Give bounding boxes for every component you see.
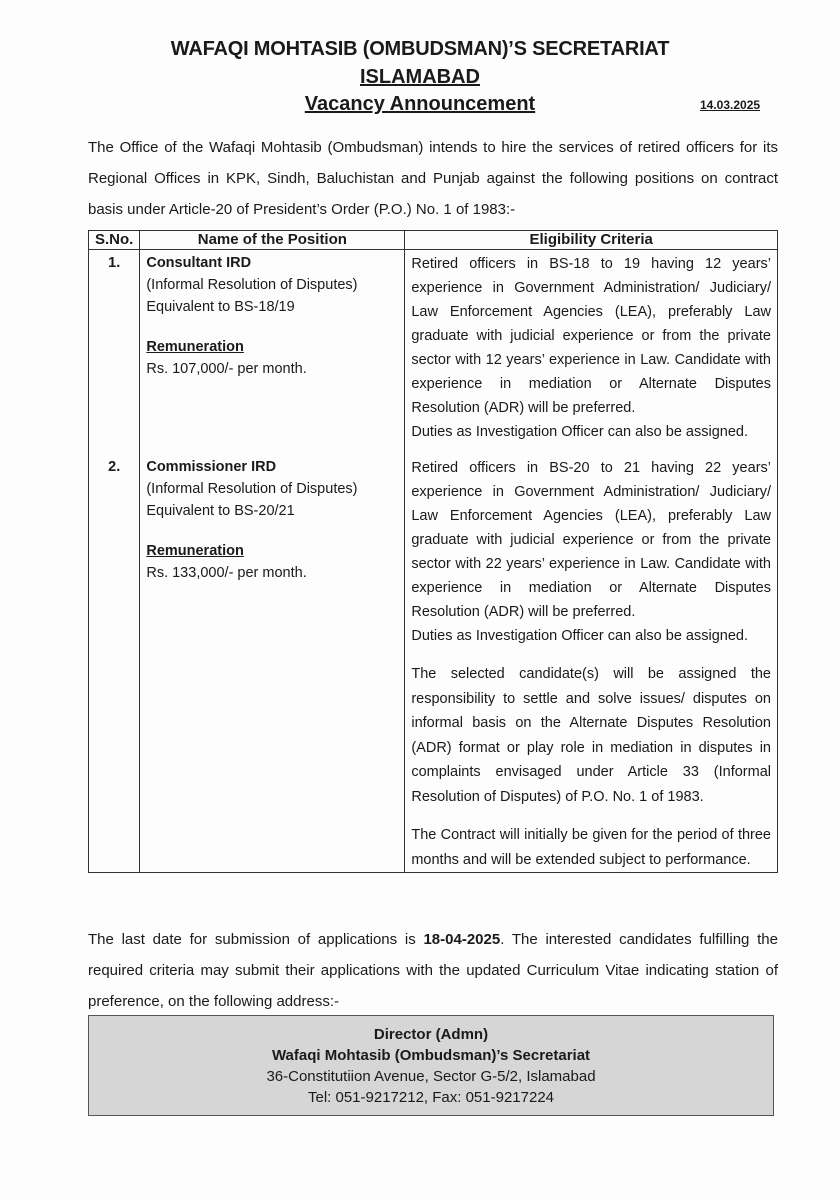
address-box — [88, 1015, 774, 1116]
eligibility-cell — [405, 448, 778, 873]
closing-paragraph — [88, 924, 778, 1017]
header-eligibility: Eligibility Criteria — [405, 231, 778, 250]
position-cell — [140, 250, 405, 445]
announcement-title: Vacancy Announcement — [304, 93, 536, 115]
intro-paragraph: The Office of the Wafaqi Mohtasib (Ombudsman) intends to hire the services of retired officers for its Regional Offices in KPK, Sindh, Baluchistan and Punjab against the following positions on contract basis under Article-20 of President’s Order (P.O.) No. 1 of 1983:- — [88, 139, 778, 218]
table-header-row — [89, 231, 778, 250]
sno-value: 2. — [108, 459, 121, 475]
duties-text: Duties as Investigation Officer can also be assigned. — [411, 628, 748, 644]
sno-value: 1. — [108, 255, 121, 271]
duties-text: Duties as Investigation Officer can also be assigned. — [411, 424, 748, 440]
position-subtitle: (Informal Resolution of Disputes) — [146, 277, 358, 293]
position-equivalent: Equivalent to BS-20/21 — [146, 503, 295, 519]
positions-table — [88, 230, 778, 873]
remuneration-value: Rs. 133,000/- per month. — [146, 565, 307, 581]
position-subtitle: (Informal Resolution of Disputes) — [146, 481, 358, 497]
table-row — [89, 448, 778, 873]
address-contact: Tel: 051-9217212, Fax: 051-9217224 — [307, 1089, 555, 1106]
position-title: Consultant IRD — [146, 255, 252, 271]
last-date: 18-04-2025 — [423, 931, 501, 948]
eligibility-cell — [405, 250, 778, 445]
closing-suffix: . The interested candidates fulfilling the required criteria may submit their applications with the updated Curriculum Vitae indicating station of preference, on the following address:- — [88, 931, 778, 1010]
remuneration-label: Remuneration — [146, 339, 244, 355]
contract-text: The Contract will initially be given for the period of three months and will be extended subject to performance. — [411, 827, 771, 868]
position-cell — [140, 448, 405, 873]
address-office: Wafaqi Mohtasib (Ombudsman)’s Secretariat — [271, 1047, 591, 1064]
city-title: ISLAMABAD — [360, 66, 480, 88]
remuneration-label: Remuneration — [146, 543, 244, 559]
responsibility-text: The selected candidate(s) will be assigned the responsibility to settle and solve issues/ disputes on informal basis on the Alternate Disputes Resolution (ADR) format or play role in mediation in disputes in complaints envisaged under Article 33 (Informal Resolution of Disputes) of P.O. No. 1 of 1983. — [411, 666, 771, 805]
header-sno: S.No. — [89, 231, 140, 250]
sno-cell — [89, 250, 140, 445]
closing-prefix: The last date for submission of applications is — [88, 931, 424, 948]
table-row — [89, 250, 778, 445]
eligibility-text: Retired officers in BS-18 to 19 having 12 years’ experience in Government Administration/ Judiciary/ Law Enforcement Agencies (LEA), preferably Law graduate with judicial experience or from the private sector with 12 years’ experience in Law. Candidate with experience in mediation or Alternate Disputes Resolution (ADR) will be preferred. — [411, 256, 771, 416]
header-position: Name of the Position — [140, 231, 405, 250]
organization-title: WAFAQI MOHTASIB (OMBUDSMAN)’S SECRETARIAT — [170, 38, 670, 60]
address-designation: Director (Admn) — [373, 1026, 489, 1043]
position-title: Commissioner IRD — [146, 459, 277, 475]
eligibility-text: Retired officers in BS-20 to 21 having 22 years’ experience in Government Administration/ Judiciary/ Law Enforcement Agencies (LEA), preferably Law graduate with judicial experience or from the private sector with 22 years’ experience in Law. Candidate with experience in mediation or Alternate Disputes Resolution (ADR) will be preferred. — [411, 460, 771, 620]
sno-cell — [89, 448, 140, 873]
announcement-date: 14.03.2025 — [700, 98, 761, 112]
remuneration-value: Rs. 107,000/- per month. — [146, 361, 307, 377]
position-equivalent: Equivalent to BS-18/19 — [146, 299, 295, 315]
address-street: 36-Constitutiion Avenue, Sector G-5/2, Islamabad — [266, 1068, 596, 1085]
